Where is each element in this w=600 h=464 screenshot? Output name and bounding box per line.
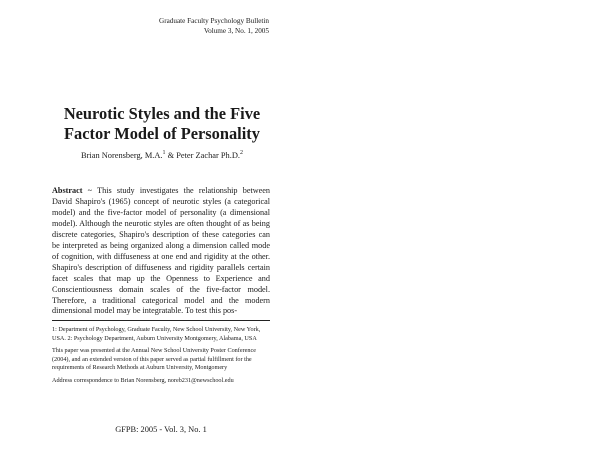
footnote-presentation: This paper was presented at the Annual New School University Poster Conference (2004), and an extended version of this paper served as partial fulfillment for the requirements of Research Methods at Auburn University, Montgomery <box>52 347 256 372</box>
author-2-name: Peter Zachar Ph.D. <box>176 150 240 160</box>
author-1-mark: 1 <box>162 150 166 156</box>
footnotes <box>52 326 270 390</box>
abstract <box>52 186 270 317</box>
footnote-divider <box>52 320 270 321</box>
author-1-name: Brian Norensberg, M.A. <box>81 150 163 160</box>
title-line-2: Factor Model of Personality <box>64 124 260 143</box>
journal-name: Graduate Faculty Psychology Bulletin <box>159 17 269 25</box>
page-footer: GFPB: 2005 - Vol. 3, No. 1 <box>115 425 207 434</box>
journal-header <box>159 16 269 36</box>
title-line-1: Neurotic Styles and the Five <box>63 104 261 123</box>
author-separator: & <box>165 150 177 160</box>
abstract-text: ~ This study investigates the relationship between David Shapiro's (1965) concept of neurotic styles (a categorical model) and the five-factor model of personality (a dimensional model). Although the neurotic styles are often thought of as being discrete categories, Shapiro's description of these categories can be interpreted as being organized along a dimension called mode of cognition, with diffuseness at one end and rigidity at the other. Shapiro's description of diffuseness and rigidity parallels certain facet scales that map up the Openness to Experience and Conscientiousness domain scales of the five-factor model. Therefore, a traditional categorical model and the modern dimensional model may be integratable. To test this pos- <box>52 186 270 316</box>
footnote-correspondence: Address correspondence to Brian Norensberg, noreb231@newschool.edu <box>52 376 234 384</box>
author-line <box>52 148 272 161</box>
article-title <box>52 104 272 144</box>
journal-volume: Volume 3, No. 1, 2005 <box>203 27 269 35</box>
author-2-mark: 2 <box>239 150 243 156</box>
footnote-affiliations: 1: Department of Psychology, Graduate Faculty, New School University, New York, USA. 2: Psychology Department, Auburn University Montgomery, Alabama, USA <box>52 326 261 342</box>
abstract-label: Abstract <box>52 186 83 195</box>
